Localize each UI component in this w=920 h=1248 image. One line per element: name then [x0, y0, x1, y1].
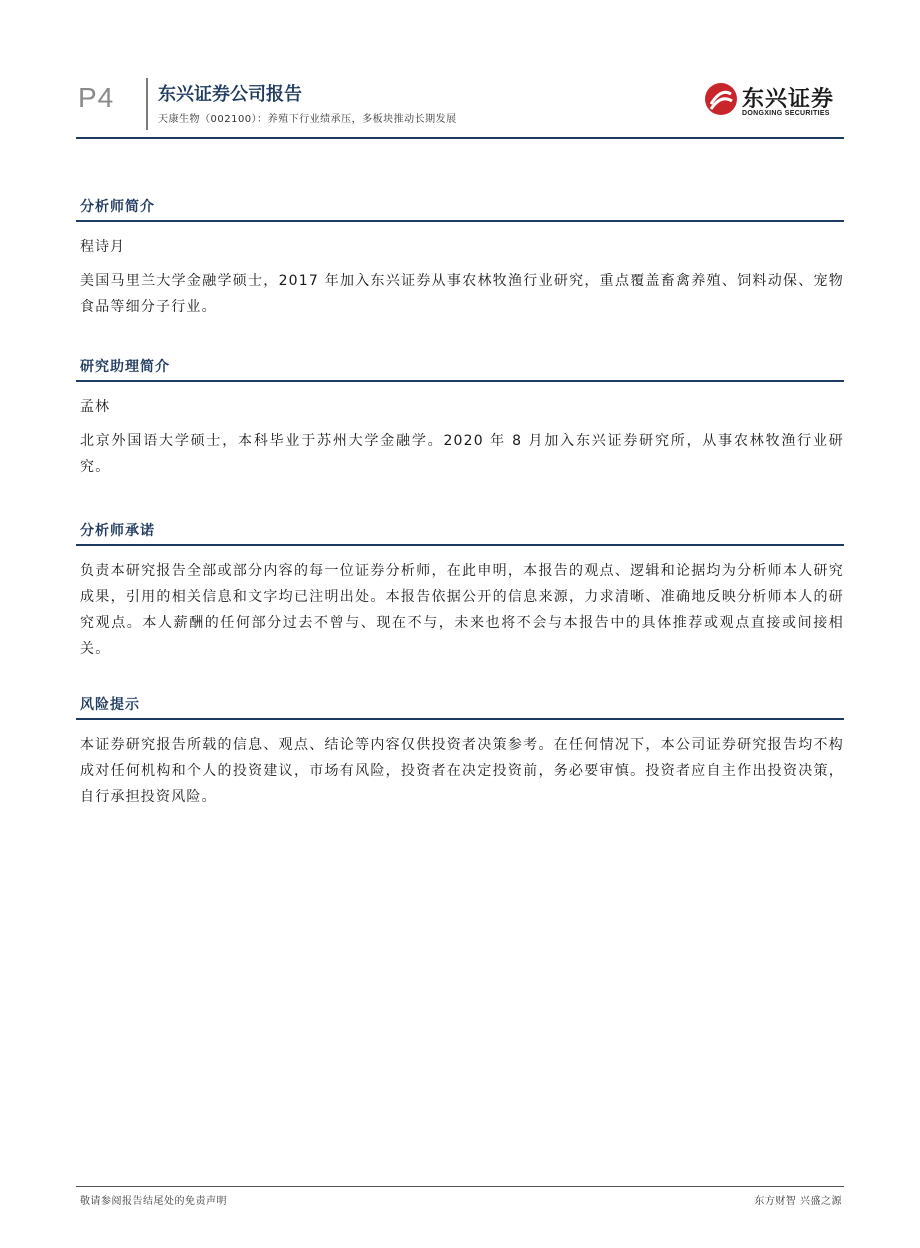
analyst-bio: 美国马里兰大学金融学硕士，2017 年加入东兴证券从事农林牧渔行业研究，重点覆盖畜禽养殖、饲料动保、宠物食品等细分子行业。	[80, 273, 844, 315]
section-rule	[76, 544, 844, 546]
company-logo	[704, 78, 844, 128]
logo-text-cn: 东兴证券	[742, 87, 835, 112]
section-title: 分析师承诺	[80, 523, 155, 539]
section-analyst-commitment	[76, 520, 844, 662]
footer-slogan: 东方财智 兴盛之源	[754, 1196, 842, 1207]
section-title: 分析师简介	[80, 199, 155, 215]
risk-text: 本证券研究报告所载的信息、观点、结论等内容仅供投资者决策参考。在任何情况下，本公司证券研究报告均不构成对任何机构和个人的投资建议，市场有风险，投资者在决定投资前，务必要审慎。投资者应自主作出投资决策，自行承担投资风险。	[80, 737, 844, 805]
logo-text-en: DONGXING SECURITIES	[742, 110, 830, 117]
section-rule	[76, 220, 844, 222]
commitment-text: 负责本研究报告全部或部分内容的每一位证券分析师，在此申明，本报告的观点、逻辑和论据均为分析师本人研究成果，引用的相关信息和文字均已注明出处。本报告依据公开的信息来源，力求清晰、准确地反映分析师本人的研究观点。本人薪酬的任何部分过去不曾与、现在不与，未来也将不会与本报告中的具体推荐或观点直接或间接相关。	[80, 563, 844, 657]
logo-mark-icon	[704, 82, 738, 116]
section-risk-warning	[76, 694, 844, 810]
analyst-name: 程诗月	[80, 239, 125, 255]
section-title: 风险提示	[80, 697, 140, 713]
section-analyst-intro	[76, 196, 844, 320]
section-rule	[76, 380, 844, 382]
footer-rule	[76, 1186, 844, 1187]
assistant-name: 孟林	[80, 399, 110, 415]
header-rule	[76, 137, 844, 139]
header-divider	[146, 78, 148, 130]
report-subtitle: 天康生物（002100）：养殖下行业绩承压，多板块推动长期发展	[158, 114, 457, 125]
page-header	[76, 76, 844, 140]
footer-disclaimer-note: 敬请参阅报告结尾处的免责声明	[80, 1196, 227, 1207]
report-title: 东兴证券公司报告	[158, 84, 302, 105]
section-assistant-intro	[76, 356, 844, 480]
page-number: P4	[78, 82, 115, 113]
assistant-bio: 北京外国语大学硕士，本科毕业于苏州大学金融学。2020 年 8 月加入东兴证券研究所，从事农林牧渔行业研究。	[80, 433, 844, 475]
section-rule	[76, 718, 844, 720]
section-title: 研究助理简介	[80, 359, 170, 375]
